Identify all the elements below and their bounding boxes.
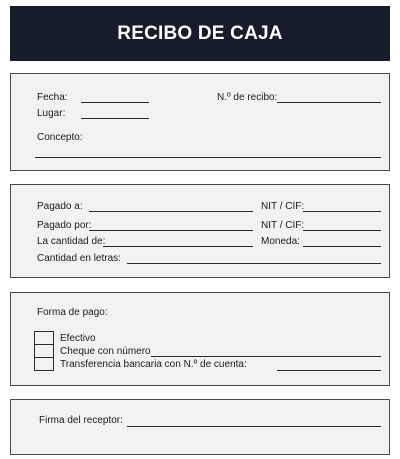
moneda-label: Moneda: <box>261 236 300 247</box>
pagado-a-field[interactable] <box>89 211 253 212</box>
forma-pago-label: Forma de pago: <box>37 307 108 318</box>
payment-method-section <box>10 292 390 386</box>
concepto-field[interactable] <box>35 157 381 158</box>
efectivo-checkbox[interactable] <box>34 331 54 345</box>
transferencia-checkbox[interactable] <box>34 357 54 371</box>
moneda-field[interactable] <box>303 246 381 247</box>
lugar-field[interactable] <box>81 118 149 119</box>
cantidad-field[interactable] <box>103 246 253 247</box>
pagado-por-label: Pagado por: <box>37 220 92 231</box>
cuenta-number-field[interactable] <box>277 370 381 371</box>
cantidad-letras-field[interactable] <box>127 263 381 264</box>
firma-label: Firma del receptor: <box>39 415 123 426</box>
pagado-por-field[interactable] <box>89 230 253 231</box>
nit2-field[interactable] <box>303 230 381 231</box>
receipt-info-section <box>10 73 390 171</box>
cheque-number-field[interactable] <box>151 356 381 357</box>
fecha-label: Fecha: <box>37 92 68 103</box>
recibo-field[interactable] <box>277 102 381 103</box>
cheque-label: Cheque con número <box>60 346 151 357</box>
recibo-label: N.º de recibo: <box>217 92 278 103</box>
nit1-label: NIT / CIF: <box>261 201 305 212</box>
cantidad-letras-label: Cantidad en letras: <box>37 253 121 264</box>
nit1-field[interactable] <box>303 211 381 212</box>
concepto-label: Concepto: <box>37 132 83 143</box>
payment-parties-section <box>10 184 390 278</box>
cantidad-label: La cantidad de: <box>37 236 106 247</box>
pagado-a-label: Pagado a: <box>37 201 83 212</box>
receipt-title: RECIBO DE CAJA <box>117 22 283 44</box>
cheque-checkbox[interactable] <box>34 344 54 358</box>
efectivo-label: Efectivo <box>60 333 96 344</box>
lugar-label: Lugar: <box>37 108 66 119</box>
signature-section <box>10 399 390 455</box>
transferencia-label: Transferencia bancaria con N.º de cuenta: <box>60 359 247 370</box>
firma-field[interactable] <box>127 426 381 427</box>
nit2-label: NIT / CIF: <box>261 220 305 231</box>
fecha-field[interactable] <box>81 102 149 103</box>
receipt-header <box>10 6 390 61</box>
